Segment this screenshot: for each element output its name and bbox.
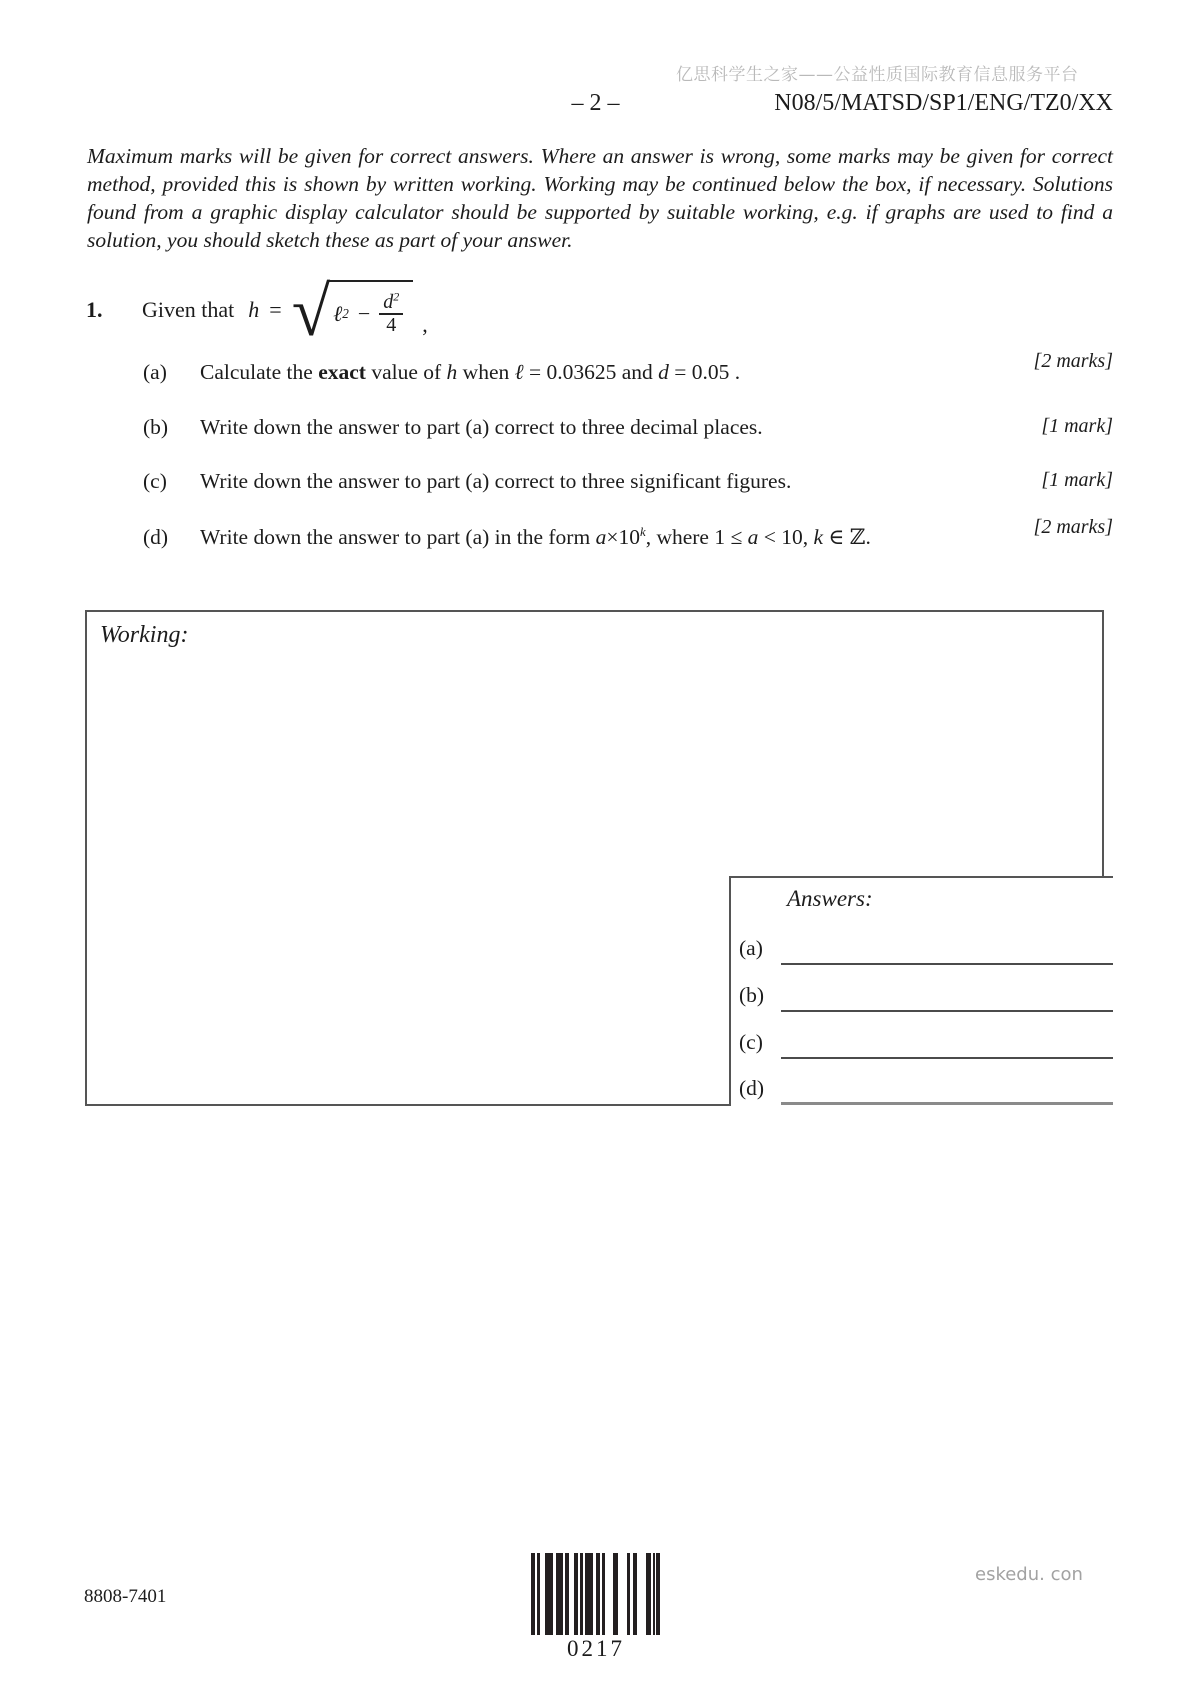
part-d-mid3: ∈ (823, 525, 850, 549)
part-d-var-a: a (595, 525, 607, 549)
part-d-label: (d) (143, 525, 169, 549)
radicand-term1: ℓ (333, 301, 343, 327)
radical-symbol: √ (291, 273, 331, 351)
instructions-paragraph: Maximum marks will be given for correct answers. Where an answer is wrong, some marks may be given for correct method, provided this is shown by written working. Working may be continued below the box, if necessary. Solutions found from a graphic display calculator should be supported by suitable working, e.g. if graphs are used to find a solution, you should sketch these as part of your answer. (87, 144, 1113, 252)
part-d-var-a2: a (747, 525, 759, 549)
part-a-var-d: d (658, 360, 669, 384)
part-a-var-l: ℓ (514, 360, 524, 384)
part-a-label: (a) (143, 360, 167, 384)
fraction-numerator (379, 289, 403, 314)
part-d-marks: [2 marks] (1033, 516, 1113, 538)
part-a-mid2: when (457, 360, 515, 384)
part-a-pre: Calculate the (200, 360, 319, 384)
part-a-text (200, 360, 740, 385)
part-d-times-ten: ×10 (606, 525, 640, 549)
minus-operator: − (357, 301, 371, 327)
footer-site-text: eskedu. con (975, 1564, 1083, 1585)
paper-code: N08/5/MATSD/SP1/ENG/TZ0/XX (774, 90, 1113, 116)
part-c-text: Write down the answer to part (a) correct to three significant figures. (200, 469, 792, 493)
barcode-bar (545, 1553, 553, 1635)
part-b-label: (b) (143, 415, 169, 439)
answers-label: Answers: (787, 886, 873, 911)
part-d-exponent-k: k (639, 524, 646, 539)
barcode (531, 1553, 660, 1635)
barcode-gap (605, 1553, 613, 1635)
answer-line-d (781, 1102, 1113, 1105)
barcode-gap (637, 1553, 646, 1635)
formula-trailing-comma: , (422, 312, 428, 337)
barcode-gap (618, 1553, 627, 1635)
formula-equals: = (269, 297, 282, 322)
answer-row-a-label: (a) (739, 936, 763, 960)
answers-box (729, 876, 1113, 1106)
fraction (379, 289, 403, 337)
radicand: ℓ 2 − $\frac{d^2}{4}$ (327, 280, 413, 342)
numerator-base: d (383, 291, 394, 314)
answer-line-c (781, 1057, 1113, 1059)
barcode-bar (585, 1553, 593, 1635)
part-d-end: . (865, 525, 871, 549)
question-number: 1. (86, 297, 103, 322)
formula-lhs: h (248, 297, 260, 322)
part-a-bold-word: exact (318, 360, 366, 384)
part-d-var-k: k (813, 525, 824, 549)
part-a-mid3: = 0.03625 and (523, 360, 659, 384)
part-d-integer-set-symbol: ℤ (849, 525, 866, 549)
answer-row-d-label: (d) (739, 1076, 765, 1100)
part-a-mid: value of (365, 360, 447, 384)
question-intro-text: Given that (142, 297, 235, 322)
formula-radical (291, 273, 414, 351)
part-b-text: Write down the answer to part (a) correct to three decimal places. (200, 415, 763, 439)
barcode-bar (656, 1553, 660, 1635)
page-number: – 2 – (571, 90, 620, 116)
part-a-end: = 0.05 . (668, 360, 741, 384)
question-1-intro (86, 272, 428, 351)
working-label: Working: (100, 622, 189, 648)
part-d-mid1: , where 1 ≤ (645, 525, 748, 549)
part-d-pre: Write down the answer to part (a) in the form (200, 525, 596, 549)
numerator-exponent: 2 (393, 289, 400, 304)
platform-watermark-text: 亿思科学生之家——公益性质国际教育信息服务平台 (676, 65, 1079, 85)
part-d-mid2: < 10, (758, 525, 814, 549)
part-b-marks: [1 mark] (1041, 415, 1113, 437)
part-a-marks: [2 marks] (1033, 350, 1113, 372)
answer-row-b-label: (b) (739, 983, 765, 1007)
part-a-var-h: h (446, 360, 458, 384)
part-c-label: (c) (143, 469, 167, 493)
footer-reference-code: 8808-7401 (84, 1586, 167, 1607)
answer-line-b (781, 1010, 1113, 1012)
part-c-marks: [1 mark] (1041, 469, 1113, 491)
barcode-bar (556, 1553, 563, 1635)
answer-line-a (781, 963, 1113, 965)
part-d-text (200, 525, 871, 550)
barcode-number: 0217 (567, 1636, 625, 1661)
answer-row-c-label: (c) (739, 1030, 763, 1054)
fraction-denominator: 4 (386, 314, 397, 337)
